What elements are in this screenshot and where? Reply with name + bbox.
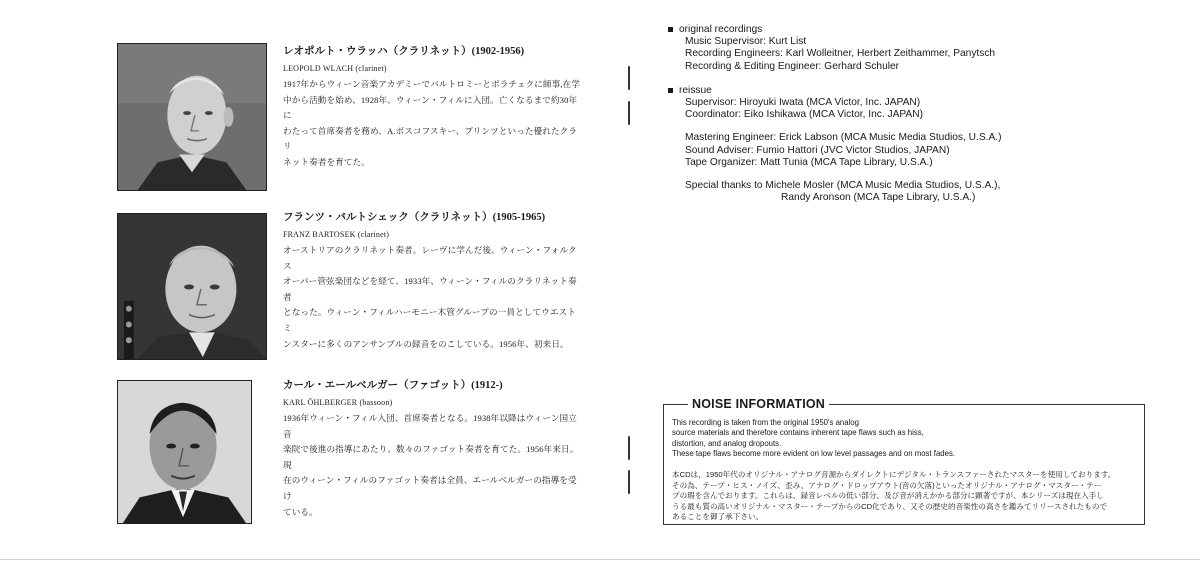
fold-mark bbox=[628, 101, 630, 125]
bio-line: ネット奏者を育てた。 bbox=[283, 156, 370, 167]
bio-line: ている。 bbox=[283, 506, 318, 517]
noise-line: This recording is taken from the original 1950's analog bbox=[672, 418, 859, 427]
musician-roman-name: KARL ÖHLBERGER (bassoon) bbox=[283, 398, 393, 407]
credit-line: Recording & Editing Engineer: Gerhard Schuler bbox=[685, 60, 900, 72]
noise-line: その為、テープ・ヒス・ノイズ、歪み、アナログ・ドロップアウト(音の欠落)といったオリジナル・アナログ・マスター・テー bbox=[672, 480, 1102, 490]
page-edge-rule bbox=[0, 559, 1200, 560]
fold-mark bbox=[628, 436, 630, 460]
credit-line: Mastering Engineer: Erick Labson (MCA Music Media Studios, U.S.A.) bbox=[685, 132, 1002, 144]
noise-line: 本CDは，1950年代のオリジナル・アナログ音源からダイレクトにデジタル・トランスファーされたマスターを使用しております。 bbox=[672, 470, 1116, 479]
credit-line: Supervisor: Hiroyuki Iwata (MCA Victor, Inc. JAPAN) bbox=[685, 97, 921, 109]
noise-line: うる最も質の高いオリジナル・マスター・テープからのCD化であり、又その歴史的音楽性の高さを鑑みてリリースされたもので bbox=[672, 501, 1108, 511]
noise-line: distortion, and analog dropouts. bbox=[672, 438, 782, 448]
musician-title: フランツ・バルトシェック（クラリネット）(1905-1965) bbox=[283, 212, 546, 223]
bio-line: オーパー管弦楽団などを経て、1933年、ウィーン・フィルのクラリネット奏者 bbox=[283, 276, 577, 302]
bio-karl-ohlberger bbox=[283, 379, 583, 520]
musician-bio bbox=[283, 411, 583, 520]
musician-title: カール・エールベルガー（ファゴット）(1912-) bbox=[283, 380, 503, 391]
noise-line: These tape flaws become more evident on low level passages and on most fades. bbox=[672, 449, 956, 459]
credit-line: Sound Adviser: Fumio Hattori (JVC Victor Studios, JAPAN) bbox=[685, 144, 950, 156]
noise-line: プの瑕を含んでおります。これらは、録音レベルの低い部分、及び音が消えかかる部分に顕著ですが、本シリーズは現在入手し bbox=[672, 491, 1104, 501]
noise-english-text bbox=[672, 418, 955, 460]
noise-line: source materials and therefore contains inherent tape flaws such as hiss, bbox=[672, 428, 924, 438]
credit-line: Recording Engineers: Karl Wolleitner, Herbert Zeithammer, Panytsch bbox=[685, 48, 996, 60]
musician-bio bbox=[283, 243, 583, 352]
musician-roman-name: FRANZ BARTOSEK (clarinet) bbox=[283, 230, 390, 239]
bio-line: 1936年ウィーン・フィル入団、首席奏者となる。1938年以降はウィーン国立音 bbox=[283, 413, 577, 439]
portrait-franz-bartosek bbox=[117, 213, 267, 360]
bio-line: 1917年からウィーン音楽アカデミーでバルトロミーとポラチェクに師事,在学 bbox=[283, 79, 581, 89]
musician-roman-name: LEOPOLD WLACH (clarinet) bbox=[283, 64, 387, 73]
credit-line: Tape Organizer: Matt Tunia (MCA Tape Library, U.S.A.) bbox=[685, 156, 933, 168]
noise-information-box bbox=[663, 397, 1145, 525]
bio-line: オーストリアのクラリネット奏者。レーヴに学んだ後、ウィーン・フォルクス bbox=[283, 245, 577, 271]
credit-line: Coordinator: Eiko Ishikawa (MCA Victor, Inc. JAPAN) bbox=[685, 109, 923, 121]
noise-line: あることを御了承下さい。 bbox=[672, 512, 764, 522]
noise-information-title: NOISE INFORMATION bbox=[688, 396, 829, 412]
original-recordings-heading: original recordings bbox=[668, 24, 1088, 36]
bio-leopold-wlach bbox=[283, 45, 583, 171]
bio-line: となった。ウィーン・フィルハーモニー木管グループの一員としてウエストミ bbox=[283, 307, 576, 333]
special-thanks-line: Randy Aronson (MCA Tape Library, U.S.A.) bbox=[781, 192, 976, 204]
fold-mark bbox=[628, 66, 630, 90]
credit-line: Music Supervisor: Kurt List bbox=[685, 36, 807, 48]
bio-franz-bartosek bbox=[283, 211, 583, 352]
fold-mark bbox=[628, 470, 630, 494]
reissue-heading: reissue bbox=[668, 85, 1088, 97]
special-thanks-line: Special thanks to Michele Mosler (MCA Music Media Studios, U.S.A.), bbox=[685, 180, 1001, 192]
bio-line: 在のウィーン・フィルのファゴット奏者は全員、エールベルガーの指導を受け bbox=[283, 475, 577, 501]
bio-line: わたって首席奏者を務め、A.ボスコフスキー、プリンツといった優れたクラリ bbox=[283, 125, 578, 152]
musician-title: レオポルト・ウラッハ（クラリネット）(1902-1956) bbox=[283, 46, 525, 57]
musician-bio bbox=[283, 77, 583, 171]
noise-japanese-text bbox=[672, 470, 1142, 523]
bio-line: ンスターに多くのアンサンブルの録音をのこしている。1956年、初来日。 bbox=[283, 338, 569, 349]
portrait-leopold-wlach bbox=[117, 43, 267, 191]
bio-line: 楽院で後進の指導にあたり、数々のファゴット奏者を育てた。1956年来日。現 bbox=[283, 444, 579, 470]
portrait-karl-ohlberger bbox=[117, 380, 252, 524]
bio-line: 中から活動を始め、1928年、ウィーン・フィルに入団。亡くなるまで約30年に bbox=[283, 94, 578, 121]
credits-block bbox=[668, 24, 1088, 204]
